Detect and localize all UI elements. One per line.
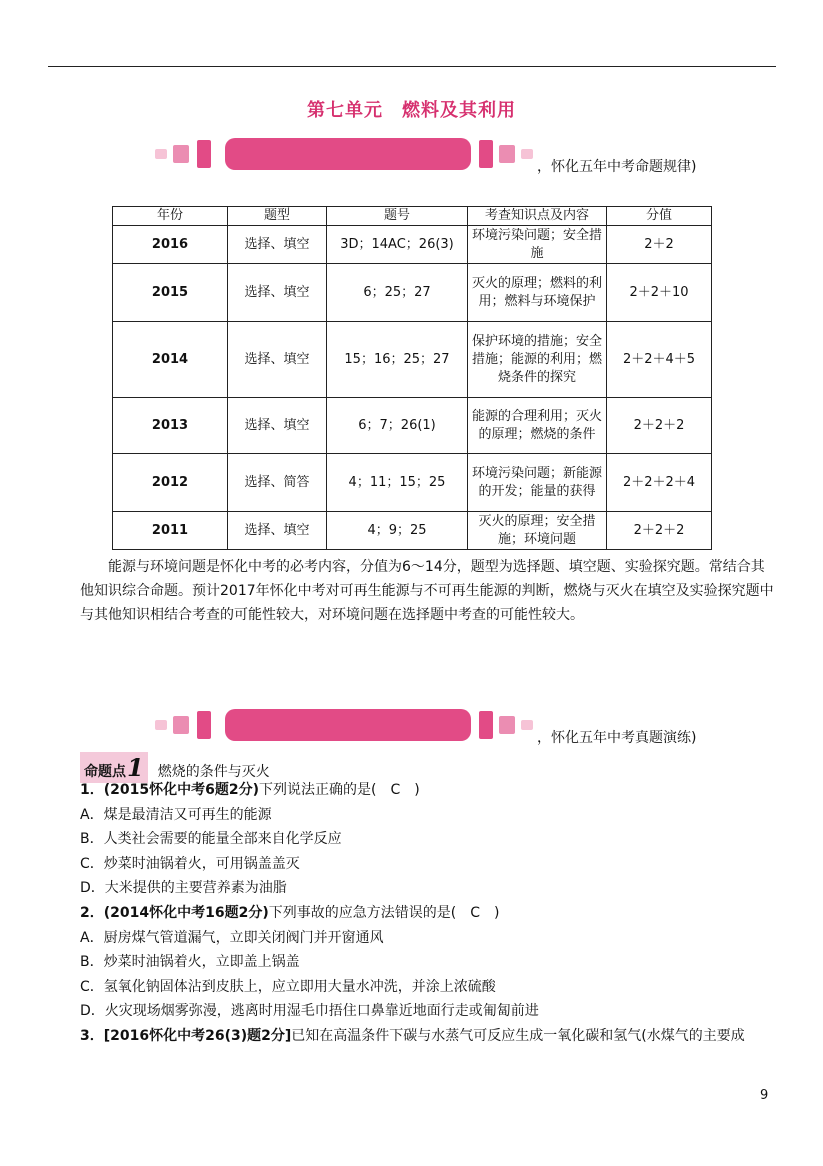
question-stem	[80, 778, 780, 803]
exam-table	[112, 206, 712, 550]
table-header-cell: 年份	[113, 207, 228, 226]
score-cell: 2＋2＋2	[607, 398, 712, 454]
option-a: A．厨房煤气管道漏气，立即关闭阀门并开窗通风	[80, 929, 384, 946]
decor-square	[197, 140, 211, 168]
question-number: 3．	[80, 1027, 104, 1044]
question-number: 1．	[80, 782, 104, 798]
table-header-cell: 题号	[327, 207, 468, 226]
score-cell: 2＋2	[607, 226, 712, 264]
unit-title: 第七单元 燃料及其利用	[307, 100, 516, 121]
decor-square	[173, 145, 189, 163]
knowledge-cell: 灭火的原理；燃料的利用；燃料与环境保护	[468, 264, 607, 322]
question-number-cell: 6；7；26(1)	[327, 398, 468, 454]
question-text: 已知在高温条件下碳与水蒸气可反应生成一氧化碳和氢气(水煤气的主要成	[291, 1027, 745, 1044]
score-cell: 2＋2＋2＋4	[607, 454, 712, 512]
topic-number: 1	[127, 753, 144, 782]
knowledge-cell: 环境污染问题；新能源的开发；能量的获得	[468, 454, 607, 512]
topic-text: 燃烧的条件与灭火	[157, 764, 270, 780]
year-cell: 2012	[113, 454, 228, 512]
banner-label-practice: ，怀化五年中考真题演练)	[537, 730, 697, 746]
type-cell: 选择、简答	[228, 454, 327, 512]
table-row	[113, 398, 712, 454]
option-b: B．炒菜时油锅着火，立即盖上锅盖	[80, 954, 300, 971]
score-cell: 2＋2＋2	[607, 512, 712, 550]
banner-pill	[225, 138, 471, 170]
question-source: (2014怀化中考16题2分)	[103, 904, 269, 921]
table-row	[113, 226, 712, 264]
type-cell: 选择、填空	[228, 398, 327, 454]
type-cell: 选择、填空	[228, 322, 327, 398]
decor-square	[479, 140, 493, 168]
question-list	[80, 778, 780, 1049]
option-b: B．人类社会需要的能量全部来自化学反应	[80, 831, 342, 848]
question-number-cell: 4；9；25	[327, 512, 468, 550]
question-text: 下列事故的应急方法错误的是( C )	[268, 904, 500, 921]
banner-pill	[225, 709, 471, 741]
decor-square	[155, 720, 167, 730]
question-number-cell: 6；25；27	[327, 264, 468, 322]
year-cell: 2016	[113, 226, 228, 264]
type-cell: 选择、填空	[228, 512, 327, 550]
option-d: D．大米提供的主要营养素为油脂	[80, 880, 287, 897]
question-number-cell: 3D；14AC；26(3)	[327, 226, 468, 264]
decor-square	[155, 149, 167, 159]
option-c: C．氢氧化钠固体沾到皮肤上，应立即用大量水冲洗，并涂上浓硫酸	[80, 978, 496, 995]
decor-square	[499, 716, 515, 734]
question-number-cell: 15；16；25；27	[327, 322, 468, 398]
analysis-paragraph: 能源与环境问题是怀化中考的必考内容，分值为6～14分，题型为选择题、填空题、实验探究题。常结合其他知识综合命题。预计2017年怀化中考对可再生能源与不可再生能源的判断，燃烧与灭火在填空及实验探究题中与其他知识相结合考查的可能性较大，对环境问题在选择题中考查的可能性较大。	[80, 559, 774, 623]
banner-label-rules: ，怀化五年中考命题规律)	[537, 159, 697, 175]
table-row	[113, 454, 712, 512]
year-cell: 2013	[113, 398, 228, 454]
decor-square	[521, 149, 533, 159]
option-c: C．炒菜时油锅着火，可用锅盖盖灭	[80, 855, 300, 872]
question-number-cell: 4；11；15；25	[327, 454, 468, 512]
table-header-cell: 题型	[228, 207, 327, 226]
type-cell: 选择、填空	[228, 226, 327, 264]
table-row	[113, 322, 712, 398]
score-cell: 2＋2＋4＋5	[607, 322, 712, 398]
knowledge-cell: 能源的合理利用；灭火的原理；燃烧的条件	[468, 398, 607, 454]
table-row	[113, 264, 712, 322]
decor-square	[521, 720, 533, 730]
question-source: [2016怀化中考26(3)题2分]	[103, 1027, 292, 1044]
decor-square	[499, 145, 515, 163]
table-header-row	[113, 207, 712, 226]
topic-tag-label: 命题点	[84, 764, 126, 780]
question-text: 下列说法正确的是( C )	[259, 782, 420, 798]
year-cell: 2011	[113, 512, 228, 550]
knowledge-cell: 保护环境的措施；安全措施；能源的利用；燃烧条件的探究	[468, 322, 607, 398]
table-header-cell: 分值	[607, 207, 712, 226]
table-row	[113, 512, 712, 550]
knowledge-cell: 灭火的原理；安全措施；环境问题	[468, 512, 607, 550]
decor-square	[173, 716, 189, 734]
decor-square	[479, 711, 493, 739]
page-number: 9	[760, 1088, 769, 1103]
question-stem	[80, 1024, 780, 1049]
option-a: A．煤是最清洁又可再生的能源	[80, 806, 272, 823]
option-d: D．火灾现场烟雾弥漫，逃离时用湿毛巾捂住口鼻靠近地面行走或匍匐前进	[80, 1003, 539, 1020]
score-cell: 2＋2＋10	[607, 264, 712, 322]
question-stem	[80, 901, 780, 926]
year-cell: 2015	[113, 264, 228, 322]
table-header-cell: 考查知识点及内容	[468, 207, 607, 226]
knowledge-cell: 环境污染问题；安全措施	[468, 226, 607, 264]
type-cell: 选择、填空	[228, 264, 327, 322]
question-source: (2015怀化中考6题2分)	[103, 782, 259, 798]
decor-square	[197, 711, 211, 739]
header-rule	[48, 66, 776, 67]
year-cell: 2014	[113, 322, 228, 398]
question-number: 2．	[80, 904, 104, 921]
